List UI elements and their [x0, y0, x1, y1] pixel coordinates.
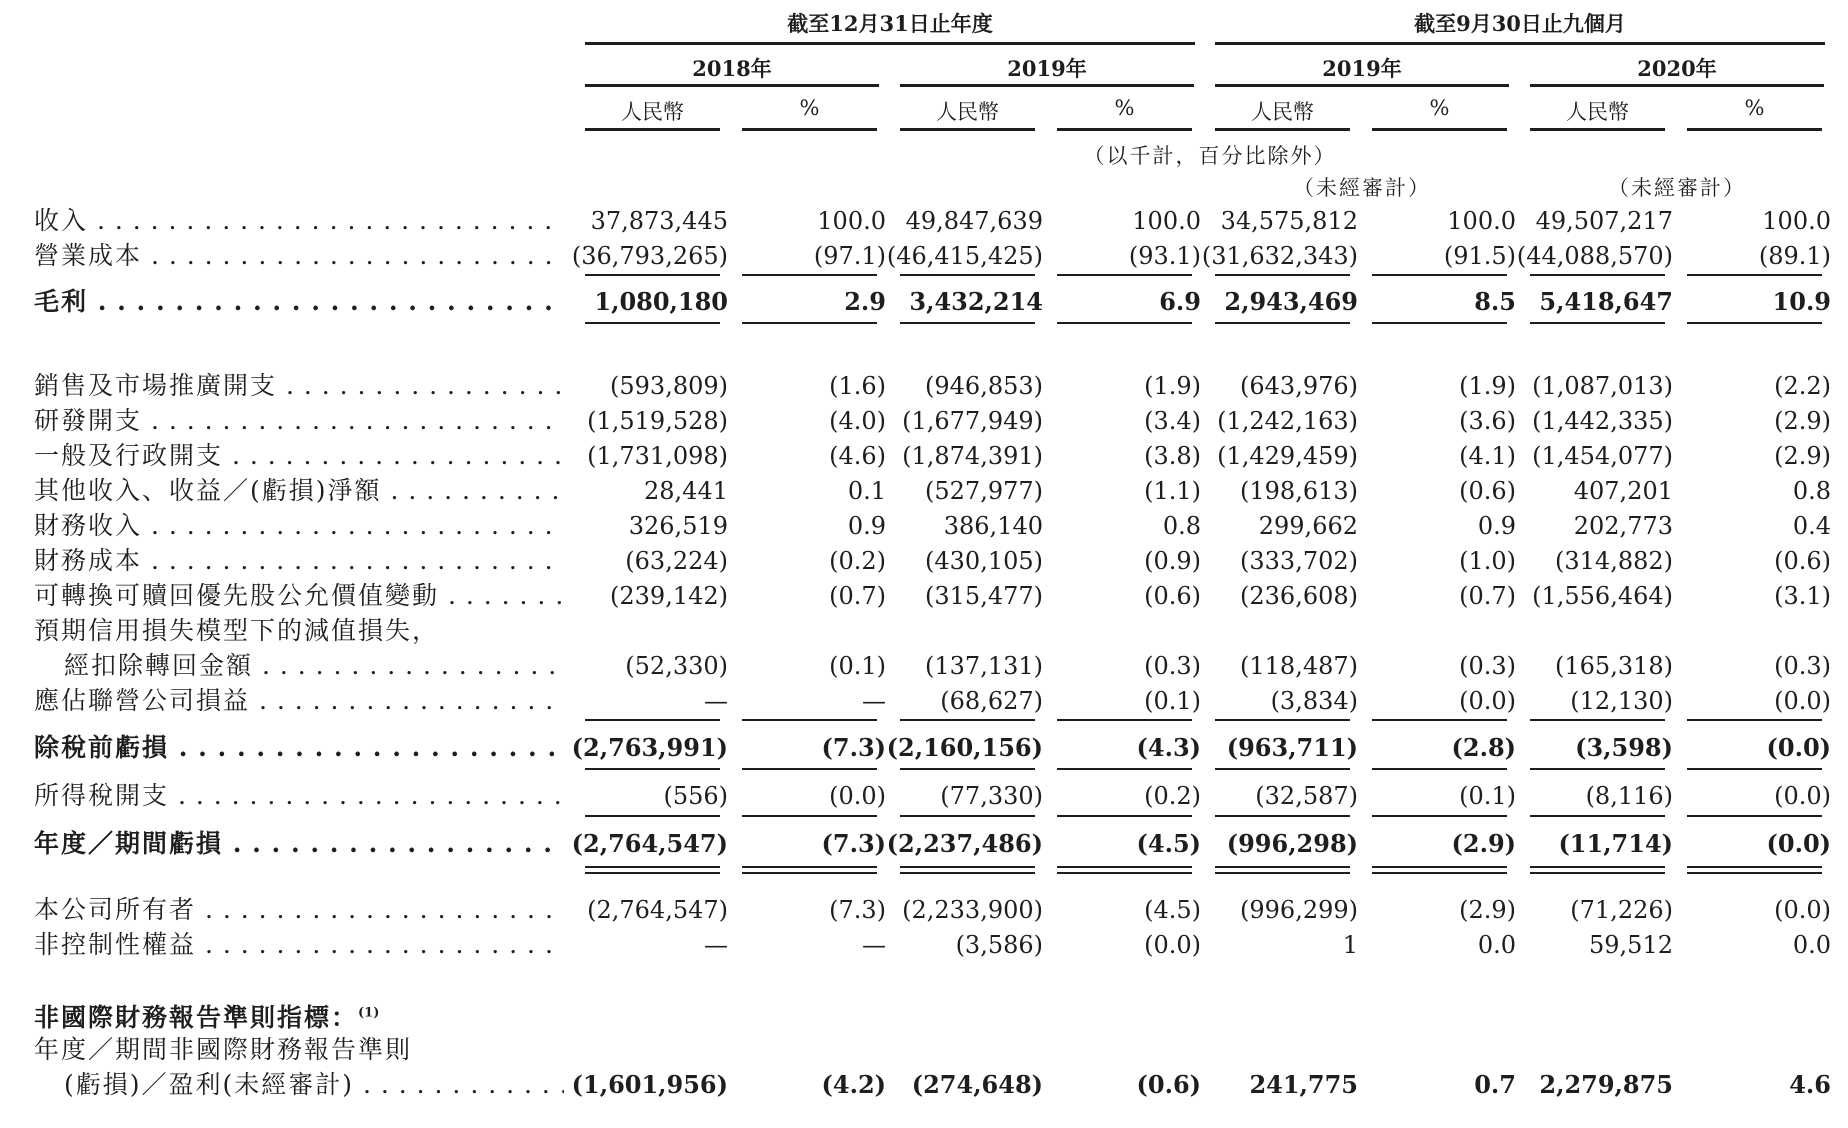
year-header: 2020年 [1637, 56, 1717, 81]
row-selling-marketing [0, 369, 1848, 403]
value-cell: (3.1) [1774, 582, 1831, 610]
value-cell: (3.6) [1459, 407, 1516, 435]
value-cell: 0.1 [847, 477, 886, 505]
value-cell: (1,087,013) [1532, 372, 1673, 400]
value-cell: (8,116) [1585, 782, 1673, 810]
value-cell: (137,131) [925, 652, 1043, 680]
year-rule [1530, 84, 1824, 87]
value-cell: 0.8 [1792, 477, 1831, 505]
subtotal-rule [1530, 719, 1665, 721]
value-cell: 0.0 [1792, 931, 1831, 959]
group-rule [585, 42, 1195, 45]
row-label: (虧損)／盈利(未經審計) . . . [64, 1068, 564, 1102]
value-cell: (3,834) [1270, 687, 1358, 715]
value-cell: (0.0) [1766, 829, 1831, 858]
value-cell: (0.6) [1459, 477, 1516, 505]
value-cell: (946,853) [925, 372, 1043, 400]
row-label: 財務收入 . . . [34, 509, 564, 543]
row-non-ifrs-label-line1 [0, 1033, 1848, 1067]
unit-rule [1372, 128, 1507, 131]
value-cell: (1,601,956) [571, 1070, 728, 1099]
value-cell: (1.1) [1144, 477, 1201, 505]
footnote-marker: (1) [358, 1005, 380, 1021]
value-cell: 2,279,875 [1539, 1070, 1673, 1099]
row-fair-value-change [0, 579, 1848, 613]
subtotal-rule [1372, 719, 1507, 721]
subtotal-rule [1530, 815, 1665, 817]
value-cell: (4.5) [1144, 896, 1201, 924]
value-cell: (0.7) [1459, 582, 1516, 610]
value-cell: (0.6) [1144, 582, 1201, 610]
value-cell: 100.0 [817, 207, 886, 235]
unit-rule [1215, 128, 1350, 131]
value-cell: 386,140 [943, 512, 1043, 540]
unit-rule [1057, 128, 1192, 131]
double-rule [900, 872, 1035, 874]
subtotal-rule [1215, 719, 1350, 721]
row-label: 收入 . . . [34, 204, 564, 238]
value-cell: — [704, 687, 728, 715]
value-cell: (4.5) [1136, 829, 1201, 858]
value-cell: (97.1) [813, 242, 886, 270]
value-cell: (89.1) [1758, 242, 1831, 270]
row-label: 一般及行政開支 . . . [34, 439, 564, 473]
value-cell: 37,873,445 [590, 207, 728, 235]
value-cell: (36,793,265) [571, 242, 728, 270]
value-cell: (0.1) [1459, 782, 1516, 810]
value-cell: (1,442,335) [1532, 407, 1673, 435]
value-cell: 0.9 [847, 512, 886, 540]
value-cell: (1,242,163) [1217, 407, 1358, 435]
value-cell: (0.0) [1774, 687, 1831, 715]
value-cell: (91.5) [1443, 242, 1516, 270]
row-general-admin [0, 439, 1848, 473]
value-cell: 59,512 [1589, 931, 1673, 959]
value-cell: 2.9 [844, 287, 886, 316]
unit-header-rmb: 人民幣 [621, 100, 684, 124]
double-rule [900, 866, 1035, 868]
value-cell: 10.9 [1772, 287, 1831, 316]
value-cell: (333,702) [1240, 547, 1358, 575]
value-cell: (1,519,528) [587, 407, 728, 435]
value-cell: (4.2) [821, 1070, 886, 1099]
unaudited-note: （未經審計） [1293, 176, 1431, 200]
double-rule [1215, 872, 1350, 874]
value-cell: (556) [663, 782, 728, 810]
unit-header-rmb: 人民幣 [936, 100, 999, 124]
value-cell: (2.2) [1774, 372, 1831, 400]
value-cell: (996,299) [1240, 896, 1358, 924]
unit-rule [1530, 128, 1665, 131]
value-cell: (198,613) [1240, 477, 1358, 505]
group-header-year-ended: 截至12月31日止年度 [787, 11, 993, 36]
value-cell: (643,976) [1240, 372, 1358, 400]
row-label: 應佔聯營公司損益 . . . [34, 684, 564, 718]
row-associates [0, 684, 1848, 718]
value-cell: (2,233,900) [902, 896, 1043, 924]
thousands-note: （以千計，百分比除外） [1083, 144, 1337, 168]
value-cell: 49,507,217 [1535, 207, 1673, 235]
value-cell: (2.9) [1774, 442, 1831, 470]
value-cell: (0.2) [1144, 782, 1201, 810]
row-label: 除稅前虧損 . . . [34, 731, 564, 765]
value-cell: (11,714) [1558, 829, 1673, 858]
row-cost-of-revenue [0, 239, 1848, 273]
value-cell: (3,598) [1575, 733, 1673, 762]
subtotal-rule [1372, 815, 1507, 817]
subtotal-rule [742, 768, 877, 770]
row-label: 年度／期間非國際財務報告準則 [34, 1035, 413, 1064]
value-cell: (0.6) [1136, 1070, 1201, 1099]
value-cell: 100.0 [1132, 207, 1201, 235]
unit-rule [1687, 128, 1822, 131]
row-label: 毛利 . . . [34, 285, 564, 319]
double-rule [585, 872, 720, 874]
value-cell: 326,519 [628, 512, 728, 540]
row-loss-for-period [0, 827, 1848, 861]
unit-header-percent: % [1429, 96, 1450, 120]
value-cell: 8.5 [1474, 287, 1516, 316]
non-ifrs-title: 非國際財務報告準則指標：$^{(1)}$ [34, 1003, 380, 1032]
value-cell: (0.1) [829, 652, 886, 680]
group-rule [1215, 42, 1825, 45]
value-cell: 241,775 [1249, 1070, 1358, 1099]
value-cell: 0.4 [1792, 512, 1831, 540]
value-cell: (0.3) [1144, 652, 1201, 680]
value-cell: (2,237,486) [886, 829, 1043, 858]
value-cell: (4.0) [829, 407, 886, 435]
row-label: 研發開支 . . . [34, 404, 564, 438]
row-finance-costs [0, 544, 1848, 578]
value-cell: (2,160,156) [886, 733, 1043, 762]
double-rule [1530, 872, 1665, 874]
value-cell: 49,847,639 [905, 207, 1043, 235]
double-rule [1372, 866, 1507, 868]
value-cell: 407,201 [1573, 477, 1673, 505]
subtotal-rule [1687, 322, 1822, 324]
row-revenue [0, 204, 1848, 238]
value-cell: 28,441 [644, 477, 728, 505]
value-cell: (7.3) [821, 733, 886, 762]
row-other-income [0, 474, 1848, 508]
value-cell: 6.9 [1159, 287, 1201, 316]
value-cell: (165,318) [1555, 652, 1673, 680]
subtotal-rule [900, 815, 1035, 817]
subtotal-rule [900, 274, 1035, 276]
double-rule [1687, 866, 1822, 868]
subtotal-rule [1372, 274, 1507, 276]
double-rule [1057, 866, 1192, 868]
value-cell: (963,711) [1226, 733, 1358, 762]
row-label: 財務成本 . . . [34, 544, 564, 578]
row-label: 預期信用損失模型下的減值損失， [34, 616, 440, 645]
value-cell: 202,773 [1573, 512, 1673, 540]
row-impairment-heading [0, 614, 1848, 648]
unit-rule [900, 128, 1035, 131]
subtotal-rule [585, 274, 720, 276]
subtotal-rule [1687, 274, 1822, 276]
subtotal-rule [1687, 719, 1822, 721]
value-cell: (1,429,459) [1217, 442, 1358, 470]
value-cell: 100.0 [1762, 207, 1831, 235]
value-cell: (0.6) [1774, 547, 1831, 575]
subtotal-rule [900, 719, 1035, 721]
value-cell: (1,677,949) [902, 407, 1043, 435]
subtotal-rule [585, 815, 720, 817]
row-income-tax [0, 779, 1848, 813]
row-label: 本公司所有者 . . . [34, 893, 564, 927]
subtotal-rule [1057, 274, 1192, 276]
value-cell: 0.0 [1477, 931, 1516, 959]
year-rule [585, 84, 879, 87]
value-cell: (0.2) [829, 547, 886, 575]
value-cell: — [862, 687, 886, 715]
subtotal-rule [1215, 768, 1350, 770]
value-cell: 3,432,214 [909, 287, 1043, 316]
value-cell: (1.6) [829, 372, 886, 400]
value-cell: (1,454,077) [1532, 442, 1673, 470]
double-rule [585, 866, 720, 868]
value-cell: 0.8 [1162, 512, 1201, 540]
unit-header-percent: % [799, 96, 820, 120]
value-cell: (0.0) [1774, 782, 1831, 810]
value-cell: (0.0) [1144, 931, 1201, 959]
subtotal-rule [1530, 274, 1665, 276]
value-cell: — [704, 931, 728, 959]
year-rule [900, 84, 1194, 87]
subtotal-rule [1372, 768, 1507, 770]
subtotal-rule [585, 719, 720, 721]
value-cell: (7.3) [829, 896, 886, 924]
subtotal-rule [742, 322, 877, 324]
subtotal-rule [1530, 768, 1665, 770]
value-cell: (0.1) [1144, 687, 1201, 715]
value-cell: 5,418,647 [1539, 287, 1673, 316]
row-finance-income [0, 509, 1848, 543]
subtotal-rule [1687, 768, 1822, 770]
subtotal-rule [585, 322, 720, 324]
row-gross-profit [0, 285, 1848, 319]
value-cell: (3,586) [955, 931, 1043, 959]
subtotal-rule [1530, 322, 1665, 324]
value-cell: (71,226) [1570, 896, 1673, 924]
subtotal-rule [585, 768, 720, 770]
double-rule [1215, 866, 1350, 868]
value-cell: (52,330) [625, 652, 728, 680]
value-cell: (315,477) [925, 582, 1043, 610]
subtotal-rule [1215, 815, 1350, 817]
value-cell: 1,080,180 [594, 287, 728, 316]
value-cell: (2.9) [1459, 896, 1516, 924]
row-label: 非控制性權益 . . . [34, 928, 564, 962]
value-cell: (32,587) [1255, 782, 1358, 810]
value-cell: (2,764,547) [571, 829, 728, 858]
subtotal-rule [1215, 274, 1350, 276]
subtotal-rule [742, 274, 877, 276]
unaudited-note: （未經審計） [1608, 176, 1746, 200]
unit-rule [742, 128, 877, 131]
subtotal-rule [1057, 322, 1192, 324]
double-rule [1057, 872, 1192, 874]
value-cell: 0.9 [1477, 512, 1516, 540]
row-label: 營業成本 . . . [34, 239, 564, 273]
subtotal-rule [1215, 322, 1350, 324]
unit-header-rmb: 人民幣 [1566, 100, 1629, 124]
unit-header-rmb: 人民幣 [1251, 100, 1314, 124]
value-cell: (3.4) [1144, 407, 1201, 435]
value-cell: (0.0) [829, 782, 886, 810]
value-cell: (236,608) [1240, 582, 1358, 610]
value-cell: (2,763,991) [571, 733, 728, 762]
row-label: 經扣除轉回金額 . . . [64, 649, 564, 683]
value-cell: (0.7) [829, 582, 886, 610]
value-cell: (0.3) [1774, 652, 1831, 680]
unit-rule [585, 128, 720, 131]
value-cell: (1,874,391) [902, 442, 1043, 470]
value-cell: (0.0) [1766, 733, 1831, 762]
value-cell: (46,415,425) [886, 242, 1043, 270]
value-cell: (12,130) [1570, 687, 1673, 715]
subtotal-rule [900, 768, 1035, 770]
value-cell: (2.9) [1451, 829, 1516, 858]
value-cell: (4.1) [1459, 442, 1516, 470]
value-cell: (1.0) [1459, 547, 1516, 575]
value-cell: (4.3) [1136, 733, 1201, 762]
double-rule [1372, 872, 1507, 874]
value-cell: (0.3) [1459, 652, 1516, 680]
row-label: 所得稅開支 . . . [34, 779, 564, 813]
subtotal-rule [1057, 815, 1192, 817]
value-cell: (0.9) [1144, 547, 1201, 575]
value-cell: (274,648) [911, 1070, 1043, 1099]
row-r-and-d [0, 404, 1848, 438]
value-cell: (0.0) [1459, 687, 1516, 715]
row-label: 其他收入、收益／(虧損)淨額 . . . [34, 474, 564, 508]
double-rule [742, 872, 877, 874]
value-cell: (1.9) [1459, 372, 1516, 400]
year-rule [1215, 84, 1509, 87]
value-cell: (1.9) [1144, 372, 1201, 400]
value-cell: (44,088,570) [1516, 242, 1673, 270]
value-cell: (593,809) [610, 372, 728, 400]
value-cell: (0.0) [1774, 896, 1831, 924]
row-owners [0, 893, 1848, 927]
value-cell: (2,764,547) [587, 896, 728, 924]
value-cell: (3.8) [1144, 442, 1201, 470]
subtotal-rule [1687, 815, 1822, 817]
subtotal-rule [1057, 719, 1192, 721]
value-cell: (430,105) [925, 547, 1043, 575]
row-label: 銷售及市場推廣開支 . . . [34, 369, 564, 403]
value-cell: (1,556,464) [1532, 582, 1673, 610]
value-cell: (7.3) [821, 829, 886, 858]
value-cell: (4.6) [829, 442, 886, 470]
value-cell: 100.0 [1447, 207, 1516, 235]
value-cell: (2.8) [1451, 733, 1516, 762]
value-cell: (93.1) [1128, 242, 1201, 270]
unit-header-percent: % [1114, 96, 1135, 120]
year-header: 2018年 [692, 56, 772, 81]
subtotal-rule [742, 719, 877, 721]
value-cell: (1,731,098) [587, 442, 728, 470]
year-header: 2019年 [1007, 56, 1087, 81]
value-cell: (31,632,343) [1201, 242, 1358, 270]
subtotal-rule [1372, 322, 1507, 324]
double-rule [1687, 872, 1822, 874]
row-impairment-net [0, 649, 1848, 683]
value-cell: 34,575,812 [1220, 207, 1358, 235]
value-cell: (118,487) [1240, 652, 1358, 680]
row-non-controlling [0, 928, 1848, 962]
double-rule [1530, 866, 1665, 868]
value-cell: 4.6 [1789, 1070, 1831, 1099]
value-cell: (527,977) [925, 477, 1043, 505]
value-cell: — [862, 931, 886, 959]
value-cell: 299,662 [1258, 512, 1358, 540]
row-loss-before-tax [0, 731, 1848, 765]
subtotal-rule [742, 815, 877, 817]
value-cell: (239,142) [610, 582, 728, 610]
value-cell: (996,298) [1226, 829, 1358, 858]
subtotal-rule [1057, 768, 1192, 770]
row-label: 可轉換可贖回優先股公允價值變動 . . . [34, 579, 564, 613]
value-cell: (63,224) [625, 547, 728, 575]
group-header-nine-months: 截至9月30日止九個月 [1414, 11, 1626, 36]
row-non-ifrs-measure [0, 1068, 1848, 1102]
value-cell: 2,943,469 [1224, 287, 1358, 316]
unit-header-percent: % [1744, 96, 1765, 120]
subtotal-rule [900, 322, 1035, 324]
value-cell: 1 [1342, 931, 1358, 959]
value-cell: 0.7 [1474, 1070, 1516, 1099]
value-cell: (68,627) [940, 687, 1043, 715]
value-cell: (77,330) [940, 782, 1043, 810]
year-header: 2019年 [1322, 56, 1402, 81]
double-rule [742, 866, 877, 868]
value-cell: (2.9) [1774, 407, 1831, 435]
value-cell: (314,882) [1555, 547, 1673, 575]
row-label: 年度／期間虧損 . . . [34, 827, 564, 861]
